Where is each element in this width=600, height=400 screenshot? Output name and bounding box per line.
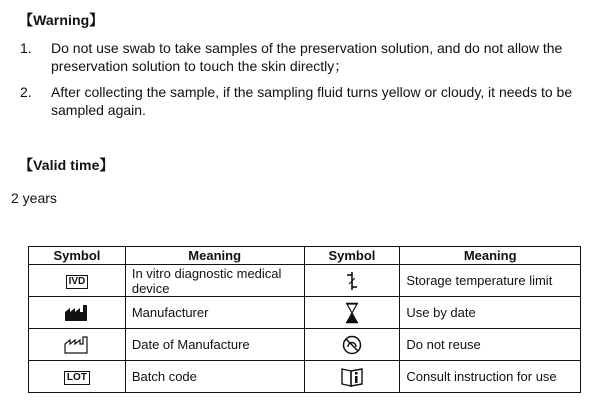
symbol-cell (304, 297, 400, 329)
symbol-cell (29, 265, 126, 297)
table-row (29, 297, 581, 329)
meaning-cell: In vitro diagnostic medical device (125, 265, 304, 297)
warning-item-number: 1. (20, 40, 32, 56)
storage-temperature-icon (344, 270, 360, 292)
symbol-table (28, 246, 581, 393)
header-symbol: Symbol (304, 247, 400, 265)
manufacturer-icon (64, 304, 90, 322)
meaning-cell: Batch code (125, 361, 304, 393)
symbol-cell (29, 329, 126, 361)
table-row (29, 329, 581, 361)
symbol-cell (304, 265, 400, 297)
date-of-manufacture-icon (64, 336, 90, 354)
valid-time-value: 2 years (11, 190, 57, 206)
meaning-cell: Date of Manufacture (125, 329, 304, 361)
table-row (29, 361, 581, 393)
meaning-cell: Storage temperature limit (400, 265, 581, 297)
symbol-cell (304, 361, 400, 393)
ivd-icon: IVD (66, 275, 89, 289)
header-meaning: Meaning (400, 247, 581, 265)
table-header-row (29, 247, 581, 265)
do-not-reuse-icon (342, 335, 362, 355)
meaning-cell: Do not reuse (400, 329, 581, 361)
meaning-cell: Manufacturer (125, 297, 304, 329)
warning-item-text: After collecting the sample, if the sampling fluid turns yellow or cloudy, it needs to be sampled again. (51, 84, 573, 118)
symbol-cell (29, 297, 126, 329)
warning-item-number: 2. (20, 84, 32, 100)
warning-heading: 【Warning】 (19, 12, 104, 28)
symbol-cell (29, 361, 126, 393)
meaning-cell: Use by date (400, 297, 581, 329)
warning-item-text: Do not use swab to take samples of the preservation solution, and do not allow the preservation solution to touch the skin directly； (51, 40, 563, 74)
symbol-cell (304, 329, 400, 361)
header-symbol: Symbol (29, 247, 126, 265)
lot-icon: LOT (64, 371, 90, 385)
consult-instructions-icon (340, 367, 364, 387)
meaning-cell: Consult instruction for use (400, 361, 581, 393)
hourglass-icon (345, 302, 359, 324)
table-row (29, 265, 581, 297)
valid-time-heading: 【Valid time】 (19, 157, 114, 173)
header-meaning: Meaning (125, 247, 304, 265)
